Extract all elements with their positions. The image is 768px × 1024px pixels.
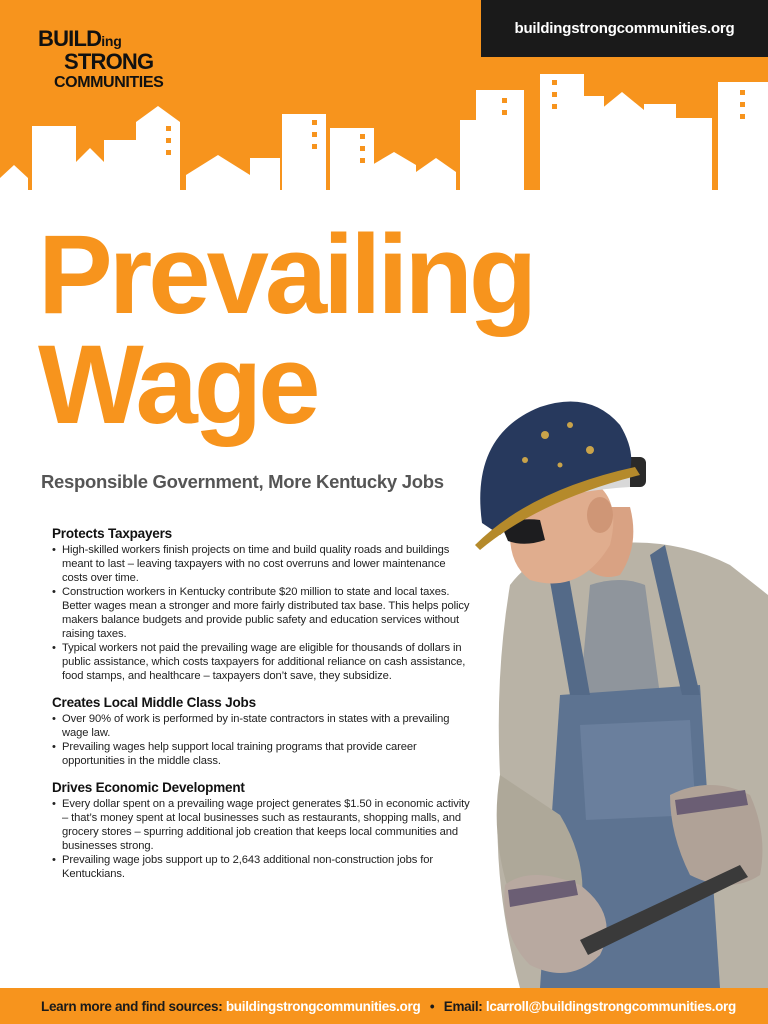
bullet-item: • Construction workers in Kentucky contribute $20 million to state and local taxes. Better wages mean a stronger and more fairly distributed tax base. This helps policy makers balance budgets and provide public safety and education services without raising taxes. [52, 585, 472, 641]
footer-email-link[interactable]: lcarroll@buildingstrongcommunities.org [485, 998, 736, 1014]
footer-separator: • [429, 998, 435, 1014]
logo-line1: BUILD [38, 26, 102, 51]
logo-line1-suffix: ing [101, 33, 122, 49]
header-banner [0, 0, 768, 200]
footer-learn-url-link[interactable]: buildingstrongcommunities.org [225, 998, 421, 1014]
section-heading: Drives Economic Development [52, 780, 245, 795]
logo-line3: COMMUNITIES [54, 74, 164, 91]
section-heading: Creates Local Middle Class Jobs [52, 695, 256, 710]
bullet-item: • Prevailing wage jobs support up to 2,643 additional non-construction jobs for Kentuckians. [52, 853, 472, 881]
page-subtitle: Responsible Government, More Kentucky Jobs [41, 471, 444, 492]
section-heading: Protects Taxpayers [52, 526, 172, 541]
building-strong-communities-logo [38, 28, 163, 91]
title-line1: Prevailing [38, 212, 534, 337]
content-sections [52, 526, 472, 893]
footer-learn-label: Learn more and find sources: [41, 998, 223, 1014]
footer-bar [0, 988, 768, 1024]
bullet-item: • Typical workers not paid the prevailing wage are eligible for thousands of dollars in public assistance, which costs taxpayers for additional reliance on cash assistance, food stamps, and healthcare – taxpayers don’t save, they subsidize. [52, 641, 472, 683]
bullet-item: • Over 90% of work is performed by in-state contractors in states with a prevailing wage law. [52, 712, 472, 740]
footer-email-label: Email: [443, 998, 483, 1014]
bullet-list [52, 712, 472, 768]
section-middle-class-jobs [52, 695, 472, 768]
logo-line2: STRONG [64, 49, 154, 74]
page-title [38, 212, 534, 447]
bullet-list [52, 543, 472, 683]
section-economic-development [52, 780, 472, 881]
bullet-item: • Prevailing wages help support local training programs that provide career opportunities in the middle class. [52, 740, 472, 768]
bullet-item: • Every dollar spent on a prevailing wage project generates $1.50 in economic activity – that’s money spent at local businesses such as restaurants, shopping malls, and grocery stores – spurring additional job creation that keeps local communities and businesses strong. [52, 797, 472, 853]
header-url[interactable]: buildingstrongcommunities.org [481, 0, 768, 57]
title-line2: Wage [38, 321, 317, 447]
bullet-item: • High-skilled workers finish projects on time and build quality roads and buildings meant to last – leaving taxpayers with no cost overruns and lower maintenance costs over time. [52, 543, 472, 585]
section-protects-taxpayers [52, 526, 472, 683]
construction-worker-photo [470, 395, 768, 988]
bullet-list [52, 797, 472, 881]
